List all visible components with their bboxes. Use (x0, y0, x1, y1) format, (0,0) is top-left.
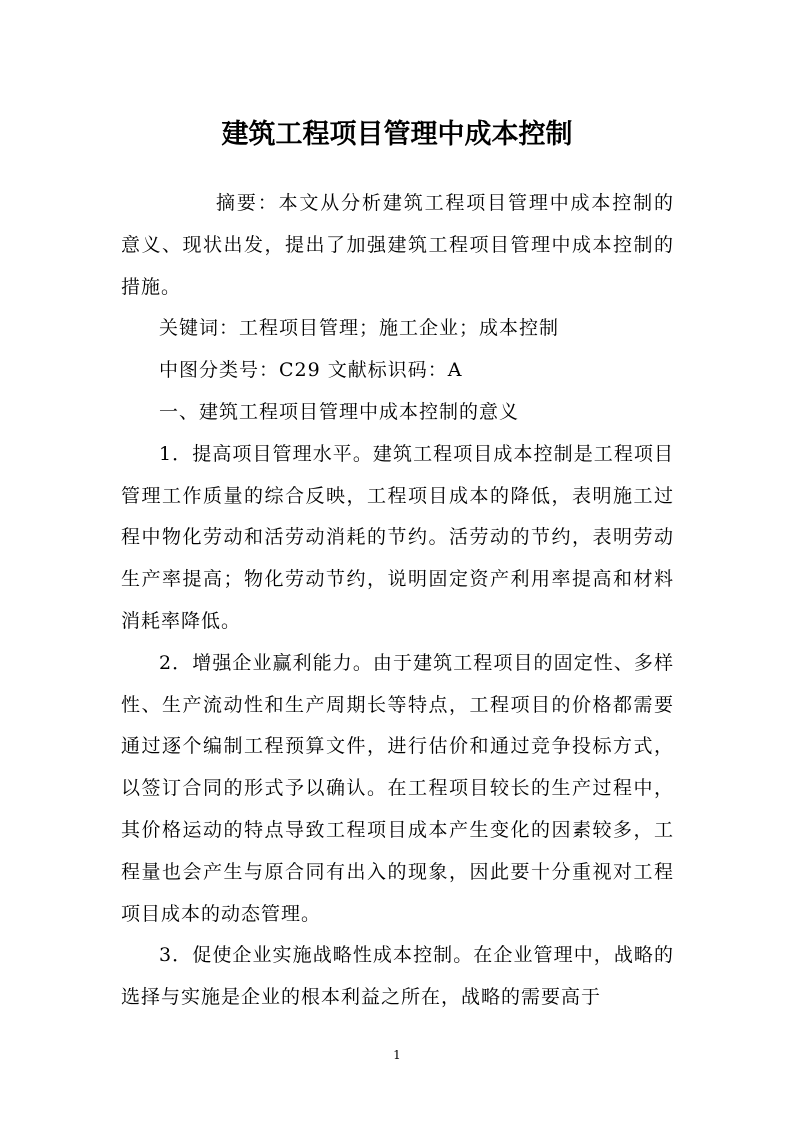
keywords-line: 关键词：工程项目管理；施工企业；成本控制 (159, 317, 560, 340)
abstract-paragraph: 摘要：本文从分析建筑工程项目管理中成本控制的意义、现状出发，提出了加强建筑工程项目管理中成本控制的措施。 (121, 192, 674, 298)
body-paragraph-2: 2．增强企业赢利能力。由于建筑工程项目的固定性、多样性、生产流动性和生产周期长等特点，工程项目的价格都需要通过逐个编制工程预算文件，进行估价和通过竞争投标方式，以签订合同的形式予以确认。在工程项目较长的生产过程中，其价格运动的特点导致工程项目成本产生变化的因素较多，工程量也会产生与原合同有出入的现象，因此要十分重视对工程项目成本的动态管理。 (121, 651, 674, 925)
section-heading: 一、建筑工程项目管理中成本控制的意义 (159, 400, 520, 423)
document-title: 建筑工程项目管理中成本控制 (221, 119, 573, 151)
classification-line: 中图分类号：C29 文献标识码：A (159, 359, 463, 382)
page-number: 1 (393, 1048, 401, 1062)
body-paragraph-3: 3．促使企业实施战略性成本控制。在企业管理中，战略的选择与实施是企业的根本利益之所在，战略的需要高于 (121, 944, 674, 1009)
document-body (121, 183, 674, 1019)
body-paragraph-1: 1．提高项目管理水平。建筑工程项目成本控制是工程项目管理工作质量的综合反映，工程项目成本的降低，表明施工过程中物化劳动和活劳动消耗的节约。活劳动的节约，表明劳动生产率提高；物化劳动节约，说明固定资产利用率提高和材料消耗率降低。 (121, 442, 674, 632)
